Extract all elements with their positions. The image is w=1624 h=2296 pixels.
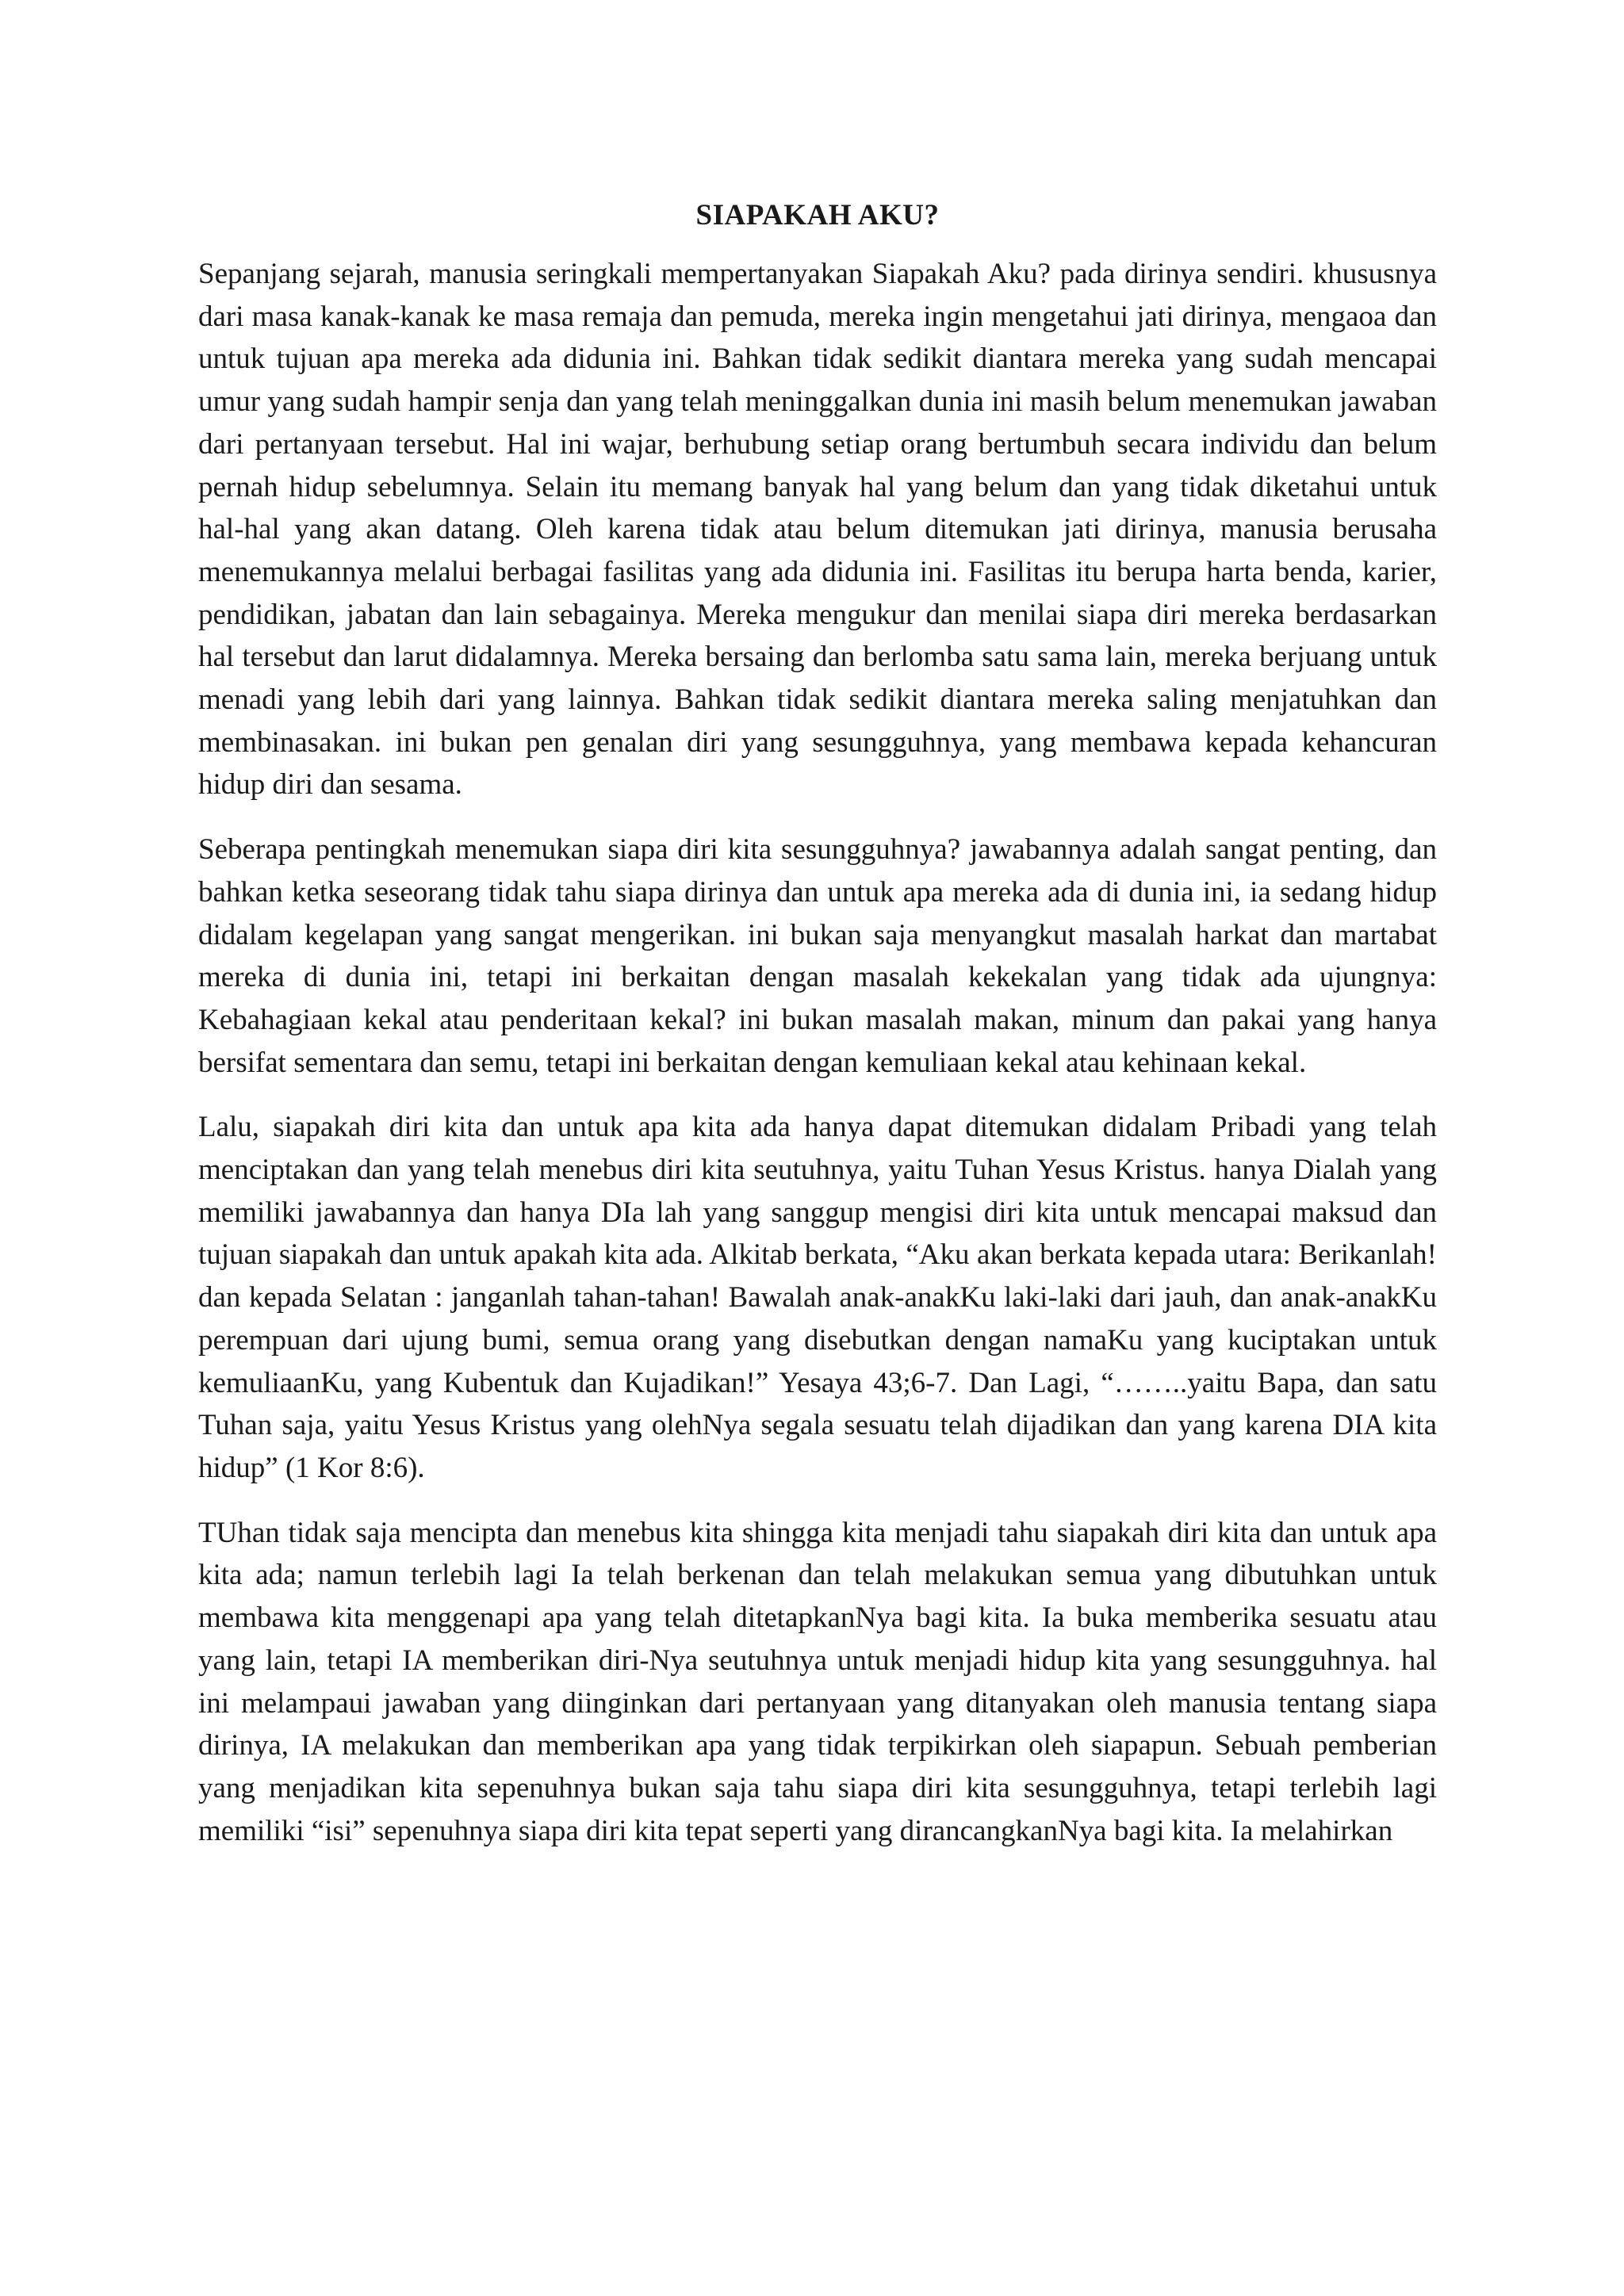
page-title: SIAPAKAH AKU?	[695, 199, 940, 232]
paragraph-1: Sepanjang sejarah, manusia seringkali mempertanyakan Siapakah Aku? pada dirinya sendiri. khususnya dari masa kanak-kanak ke masa remaja dan pemuda, mereka ingin mengetahui jati dirinya, mengaoa dan untuk tujuan apa mereka ada didunia ini. Bahkan tidak sedikit diantara mereka yang sudah mencapai umur yang sudah hampir senja dan yang telah meninggalkan dunia ini masih belum menemukan jawaban dari pertanyaan tersebut. Hal ini wajar, berhubung setiap orang bertumbuh secara individu dan belum pernah hidup sebelumnya. Selain itu memang banyak hal yang belum dan yang tidak diketahui untuk hal-hal yang akan datang. Oleh karena tidak atau belum ditemukan jati dirinya, manusia berusaha menemukannya melalui berbagai fasilitas yang ada didunia ini. Fasilitas itu berupa harta benda, karier, pendidikan, jabatan dan lain sebagainya. Mereka mengukur dan menilai siapa diri mereka berdasarkan hal tersebut dan larut didalamnya. Mereka bersaing dan berlomba satu sama lain, mereka berjuang untuk menadi yang lebih dari yang lainnya. Bahkan tidak sedikit diantara mereka saling menjatuhkan dan membinasakan. ini bukan pen genalan diri yang sesungguhnya, yang membawa kepada kehancuran hidup diri dan sesama.	[198, 258, 1437, 802]
document-body	[198, 194, 1437, 1852]
paragraph-3: Lalu, siapakah diri kita dan untuk apa kita ada hanya dapat ditemukan didalam Pribadi yang telah menciptakan dan yang telah menebus diri kita seutuhnya, yaitu Tuhan Yesus Kristus. hanya Dialah yang memiliki jawabannya dan hanya DIa lah yang sanggup mengisi diri kita untuk mencapai maksud dan tujuan siapakah dan untuk apakah kita ada. Alkitab berkata, “Aku akan berkata kepada utara: Berikanlah! dan kepada Selatan : janganlah tahan-tahan! Bawalah anak-anakKu laki-laki dari jauh, dan anak-anakKu perempuan dari ujung bumi, semua orang yang disebutkan dengan namaKu yang kuciptakan untuk kemuliaanKu, yang Kubentuk dan Kujadikan!” Yesaya 43;6-7. Dan Lagi, “……..yaitu Bapa, dan satu Tuhan saja, yaitu Yesus Kristus yang olehNya segala sesuatu telah dijadikan dan yang karena DIA kita hidup” (1 Kor 8:6).	[198, 1111, 1437, 1484]
paragraph-2: Seberapa pentingkah menemukan siapa diri kita sesungguhnya? jawabannya adalah sangat penting, dan bahkan ketka seseorang tidak tahu siapa dirinya dan untuk apa mereka ada di dunia ini, ia sedang hidup didalam kegelapan yang sangat mengerikan. ini bukan saja menyangkut masalah harkat dan martabat mereka di dunia ini, tetapi ini berkaitan dengan masalah kekekalan yang tidak ada ujungnya: Kebahagiaan kekal atau penderitaan kekal? ini bukan masalah makan, minum dan pakai yang hanya bersifat sementara dan semu, tetapi ini berkaitan dengan kemuliaan kekal atau kehinaan kekal.	[198, 833, 1437, 1079]
paragraph-4: TUhan tidak saja mencipta dan menebus kita shingga kita menjadi tahu siapakah diri kita dan untuk apa kita ada; namun terlebih lagi Ia telah berkenan dan telah melakukan semua yang dibutuhkan untuk membawa kita menggenapi apa yang telah ditetapkanNya bagi kita. Ia buka memberika sesuatu atau yang lain, tetapi IA memberikan diri-Nya seutuhnya untuk menjadi hidup kita yang sesungguhnya. hal ini melampaui jawaban yang diinginkan dari pertanyaan yang ditanyakan oleh manusia tentang siapa dirinya, IA melakukan dan memberikan apa yang tidak terpikirkan oleh siapapun. Sebuah pemberian yang menjadikan kita sepenuhnya bukan saja tahu siapa diri kita sesungguhnya, tetapi terlebih lagi memiliki “isi” sepenuhnya siapa diri kita tepat seperti yang dirancangkanNya bagi kita. Ia melahirkan	[198, 1516, 1437, 1847]
